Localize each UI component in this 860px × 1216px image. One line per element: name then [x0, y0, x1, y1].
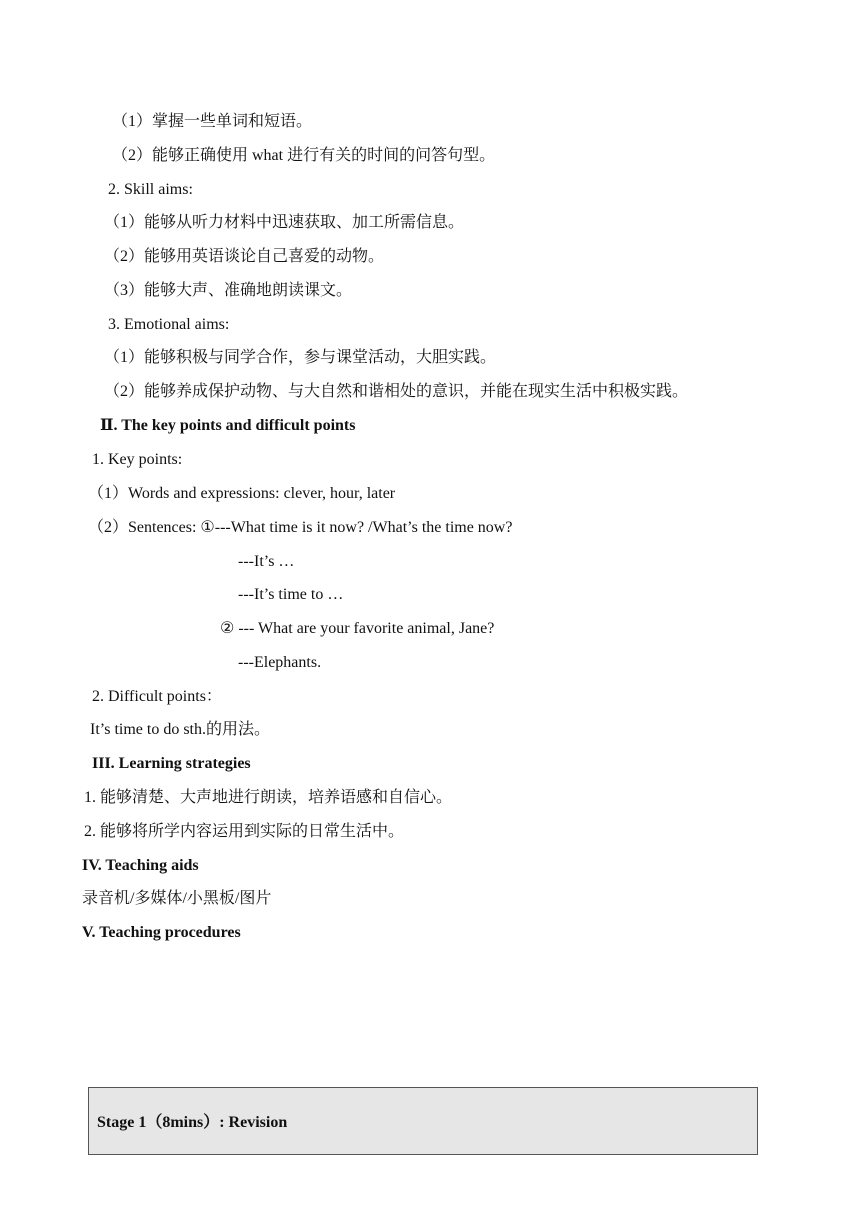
teaching-procedures-heading: V. Teaching procedures	[82, 924, 241, 941]
skill-aim-item-3: （3）能够大声、准确地朗读课文。	[104, 282, 353, 299]
emotional-aims-heading: 3. Emotional aims:	[108, 316, 230, 333]
teaching-aids-text: 录音机/多媒体/小黑板/图片	[82, 890, 272, 907]
knowledge-item-2: （2）能够正确使用 what 进行有关的时间的问答句型。	[112, 147, 496, 164]
key-points-answer-1: ---It’s …	[238, 553, 295, 570]
knowledge-item-1: （1）掌握一些单词和短语。	[112, 113, 313, 130]
teaching-aids-heading: IV. Teaching aids	[82, 857, 199, 874]
key-points-words: （1）Words and expressions: clever, hour, later	[88, 485, 396, 502]
learning-strategy-item-2: 2. 能够将所学内容运用到实际的日常生活中。	[84, 823, 405, 840]
key-points-answer-2: ---It’s time to …	[238, 586, 344, 603]
emotional-aim-item-2: （2）能够养成保护动物、与大自然和谐相处的意识，并能在现实生活中积极实践。	[104, 383, 689, 400]
learning-strategy-item-1: 1. 能够清楚、大声地进行朗读，培养语感和自信心。	[84, 789, 453, 806]
skill-aim-item-1: （1）能够从听力材料中迅速获取、加工所需信息。	[104, 214, 465, 231]
stage-1-label: Stage 1（8mins）: Revision	[97, 1114, 288, 1131]
skill-aim-item-2: （2）能够用英语谈论自己喜爱的动物。	[104, 248, 385, 265]
key-points-answer-3: ---Elephants.	[238, 654, 322, 671]
skill-aims-heading: 2. Skill aims:	[108, 181, 193, 198]
key-points-section-heading: Ⅱ. The key points and difficult points	[100, 417, 356, 434]
difficult-points-heading: 2. Difficult points：	[92, 688, 222, 705]
key-points-sentences: （2）Sentences: ①---What time is it now? /What’s the time now?	[88, 519, 513, 536]
key-points-question-2: ② --- What are your favorite animal, Jane?	[220, 620, 495, 637]
key-points-heading: 1. Key points:	[92, 451, 183, 468]
emotional-aim-item-1: （1）能够积极与同学合作，参与课堂活动，大胆实践。	[104, 349, 497, 366]
difficult-points-text: It’s time to do sth.的用法。	[90, 721, 271, 738]
learning-strategies-heading: III. Learning strategies	[92, 755, 251, 772]
stage-1-table-cell	[88, 1087, 758, 1155]
